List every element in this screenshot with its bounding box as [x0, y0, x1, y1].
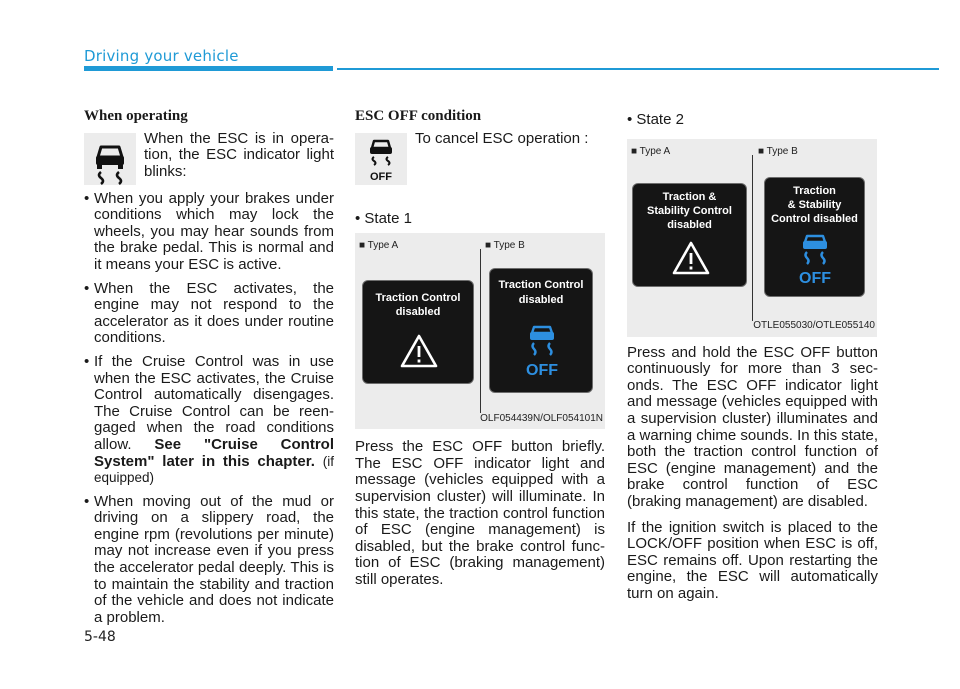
state-2-label: • State 2: [627, 112, 878, 129]
intro-text: When the ESC is in operation, the ESC indicator light blinks:: [144, 129, 334, 180]
list-item: • When moving out of the mud or driving on a slippery road, the engine rpm (revolutions per minute) may not increase even if you press the accelerator pedal deeply. This is to maintain the stability and traction of the vehicle and does not indicate a problem.: [84, 494, 334, 627]
list-item: • When the ESC activates, the engine may not respond to the accelerator as it does under routine conditions.: [84, 281, 334, 347]
state-2-paragraph-2: If the ignition switch is placed to the LOCK/OFF position when ESC is off, ESC remains off. Upon restarting the engine, the ESC will automatically turn on again.: [627, 518, 878, 602]
type-b-label: ■ Type B: [485, 240, 525, 252]
figure-code: OLF054439N/OLF054101N: [480, 412, 603, 424]
screen-type-a: [362, 280, 474, 384]
screen-text: Control disabled: [771, 212, 858, 225]
type-b-label: ■ Type B: [758, 145, 798, 157]
off-label: OFF: [526, 362, 558, 380]
esc-indicator-icon: [84, 133, 136, 185]
warning-triangle-icon: [399, 333, 439, 369]
screen-text: Traction &: [662, 190, 717, 203]
cruise-reference: See "Cruise Control System" later in this chapter.: [94, 435, 334, 470]
screen-type-b: [489, 268, 593, 393]
cruise-note: (if equipped): [94, 453, 334, 486]
type-a-label: ■ Type A: [359, 240, 399, 252]
column-when-operating: [84, 108, 334, 633]
column-state-2: [627, 108, 878, 603]
screen-text: disabled: [667, 218, 712, 231]
cancel-text: To cancel ESC operation :: [415, 129, 589, 147]
state-1-figure: [355, 233, 605, 429]
type-a-label: ■ Type A: [631, 145, 671, 157]
warning-triangle-icon: [671, 240, 711, 276]
figure-divider: [752, 155, 753, 321]
list-item-cruise: [84, 354, 334, 487]
header-rule-thin: [337, 68, 939, 70]
screen-type-b: [764, 177, 865, 297]
figure-divider: [480, 249, 481, 413]
cancel-block: [355, 131, 605, 185]
heading-esc-off: ESC OFF condition: [355, 108, 482, 124]
esc-off-blue-icon: [522, 323, 562, 381]
screen-text: Traction: [793, 184, 836, 197]
state-1-label: • State 1: [355, 211, 605, 228]
state-2-figure: [627, 139, 877, 337]
screen-text: disabled: [518, 294, 564, 307]
screen-type-a: [632, 183, 747, 287]
screen-text: Traction Control: [375, 292, 461, 305]
cruise-text: If the Cruise Control was in use when the ESC activates, the Cruise Control automatically disengages. The Cruise Control can be reengaged when the road conditions allow.: [94, 352, 334, 453]
esc-off-icon: [355, 133, 407, 185]
figure-code: OTLE055030/OTLE055140: [753, 320, 875, 331]
section-title: Driving your vehicle: [84, 47, 239, 65]
esc-off-blue-icon: [795, 232, 835, 288]
screen-text: & Stability: [787, 198, 842, 211]
esc-off-icon-label: OFF: [370, 170, 392, 183]
screen-text: disabled: [395, 306, 441, 319]
state-2-paragraph-1: Press and hold the ESC OFF button continuously for more than 3 seconds. The ESC OFF indicator light and message (vehicles equipped with a supervision cluster) illuminates and a warning chime sounds. In this state, both the traction control function of ESC (engine management) and the brake control function of ESC (braking management) are disabled.: [627, 343, 878, 510]
intro-block: [84, 131, 334, 185]
operating-bullets: [84, 191, 334, 627]
heading-when-operating: When operating: [84, 108, 188, 124]
screen-text: Traction Control: [498, 279, 584, 292]
header-rule-thick: [84, 66, 333, 71]
screen-text: Stability Control: [647, 204, 732, 217]
state-1-paragraph: Press the ESC OFF button briefly. The ESC OFF indicator light and message (vehicles equipped with a supervision cluster) will illuminate. In this state, the traction control function of ESC (engine management) is disabled, but the brake control function of ESC (braking management) still operates.: [355, 438, 605, 588]
column-esc-off: [355, 108, 605, 589]
off-label: OFF: [799, 269, 831, 287]
page-number: 5-48: [84, 629, 116, 645]
list-item: • When you apply your brakes under conditions which may lock the wheels, you may hear sounds from the brake pedal. This is normal and it means your ESC is active.: [84, 191, 334, 274]
